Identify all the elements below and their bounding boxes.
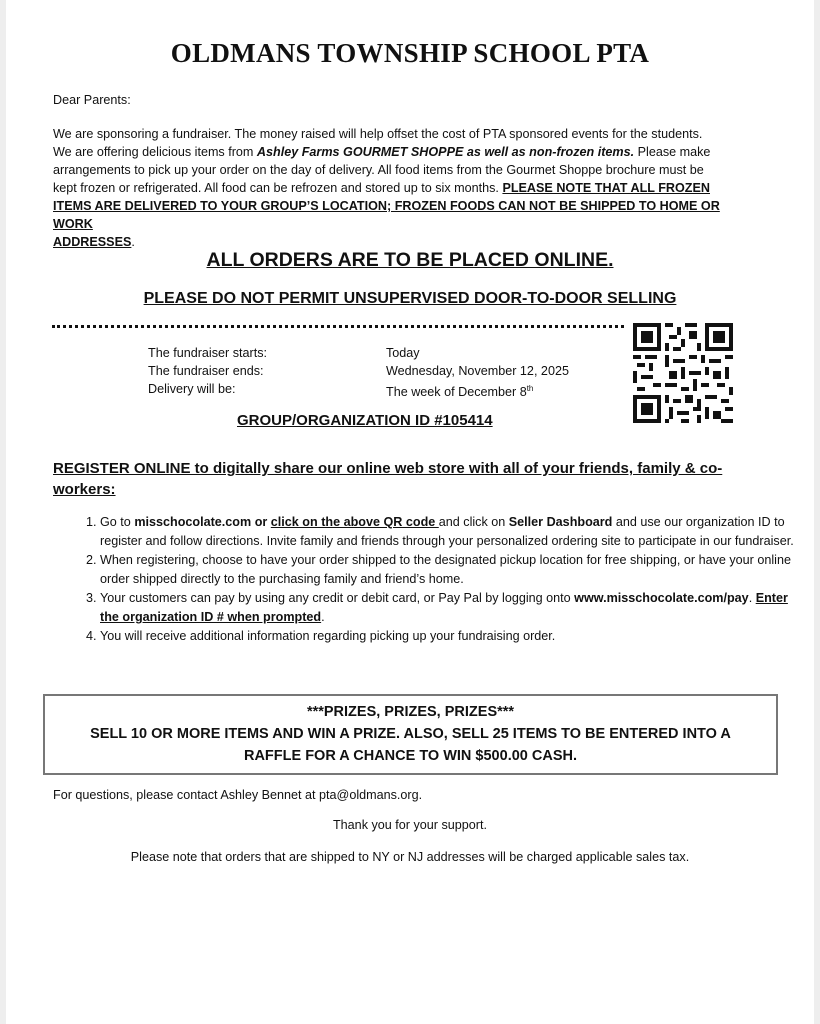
end-value: Wednesday, November 12, 2025 xyxy=(386,364,569,378)
delivery-value: The week of December 8 xyxy=(386,385,527,400)
dotted-divider xyxy=(52,325,624,328)
seller-dashboard-text: Seller Dashboard xyxy=(508,515,613,529)
tax-note: Please note that orders that are shipped to NY or NJ addresses will be charged applicable sales tax. xyxy=(130,850,690,864)
start-value: Today xyxy=(386,346,420,360)
intro-line4b: PLEASE NOTE THAT ALL FROZEN xyxy=(502,181,710,195)
enter-id-note: Enter the organization ID # when prompted xyxy=(100,591,788,624)
start-label: The fundraiser starts: xyxy=(148,346,267,360)
step-3c: . xyxy=(748,591,756,605)
intro-line2b: Ashley Farms GOURMET SHOPPE as well as non-frozen items. xyxy=(256,145,635,159)
thanks-text: Thank you for your support. xyxy=(332,818,487,832)
register-heading: REGISTER ONLINE to digitally share our online web store with all of your friends, family & co-workers: xyxy=(53,460,723,498)
door-to-door-warning: PLEASE DO NOT PERMIT UNSUPERVISED DOOR-TO-DOOR SELLING xyxy=(143,290,677,307)
step-1f: and use our organization ID to register and follow directions. Invite family and friends through your personalized ordering site to participate in our fundraiser. xyxy=(100,515,794,548)
steps-list xyxy=(53,513,800,646)
greeting: Dear Parents: xyxy=(53,93,131,107)
questions-contact: For questions, please contact Ashley Bennet at pta@oldmans.org. xyxy=(53,788,423,802)
intro-line3: arrangements to pick up your order on the day of delivery. All food items from the Gourmet Shoppe brochure must be xyxy=(53,163,704,177)
intro-line1: We are sponsoring a fundraiser. The money raised will help offset the cost of PTA sponsored events for the students. xyxy=(53,127,703,141)
step-1a: Go to xyxy=(100,515,135,529)
step-4: 4. You will receive additional information regarding picking up your fundraising order. xyxy=(100,627,800,646)
qr-code-link[interactable]: click on the above QR code xyxy=(270,515,439,529)
step-3 xyxy=(100,589,800,627)
delivery-value-row xyxy=(386,380,569,401)
intro-paragraph xyxy=(53,125,763,251)
intro-line2c: Please make xyxy=(634,145,711,159)
prizes-line3: RAFFLE FOR A CHANCE TO WIN $500.00 CASH. xyxy=(243,748,577,764)
misschocolate-link[interactable]: misschocolate.com or xyxy=(134,515,271,529)
qr-code-icon[interactable] xyxy=(633,323,733,428)
pay-link[interactable]: www.misschocolate.com/pay xyxy=(574,591,749,605)
end-label: The fundraiser ends: xyxy=(148,364,264,378)
step-3e: . xyxy=(321,610,325,624)
intro-line6: ADDRESSES xyxy=(53,235,132,249)
qr-code-graphic xyxy=(633,323,733,423)
online-orders-banner: ALL ORDERS ARE TO BE PLACED ONLINE. xyxy=(206,249,614,271)
intro-line4a: kept frozen or refrigerated. All food can be refrozen and stored up to six months. xyxy=(53,181,503,195)
step-3a: Your customers can pay by using any credit or debit card, or Pay Pal by logging onto xyxy=(100,591,575,605)
step-1d: and click on xyxy=(438,515,509,529)
delivery-suffix: th xyxy=(526,384,534,393)
page-title: OLDMANS TOWNSHIP SCHOOL PTA xyxy=(170,38,650,68)
intro-line2a: We are offering delicious items from xyxy=(53,145,257,159)
step-1 xyxy=(100,513,800,551)
schedule-labels xyxy=(148,344,267,398)
schedule-values xyxy=(386,344,569,401)
prizes-box xyxy=(43,694,778,775)
prizes-line1: ***PRIZES, PRIZES, PRIZES*** xyxy=(306,704,515,720)
intro-line6-end: . xyxy=(131,235,135,249)
prizes-line2: SELL 10 OR MORE ITEMS AND WIN A PRIZE. ALSO, SELL 25 ITEMS TO BE ENTERED INTO A xyxy=(90,726,731,742)
group-id: GROUP/ORGANIZATION ID #105414 xyxy=(237,412,493,429)
step-2: 2. When registering, choose to have your order shipped to the designated pickup location for free shipping, or have your online order shipped directly to the purchasing family and friend’s home. xyxy=(100,551,800,589)
delivery-label: Delivery will be: xyxy=(148,382,236,396)
intro-line5: ITEMS ARE DELIVERED TO YOUR GROUP’S LOCATION; FROZEN FOODS CAN NOT BE SHIPPED TO HOME OR WORK xyxy=(53,199,720,231)
